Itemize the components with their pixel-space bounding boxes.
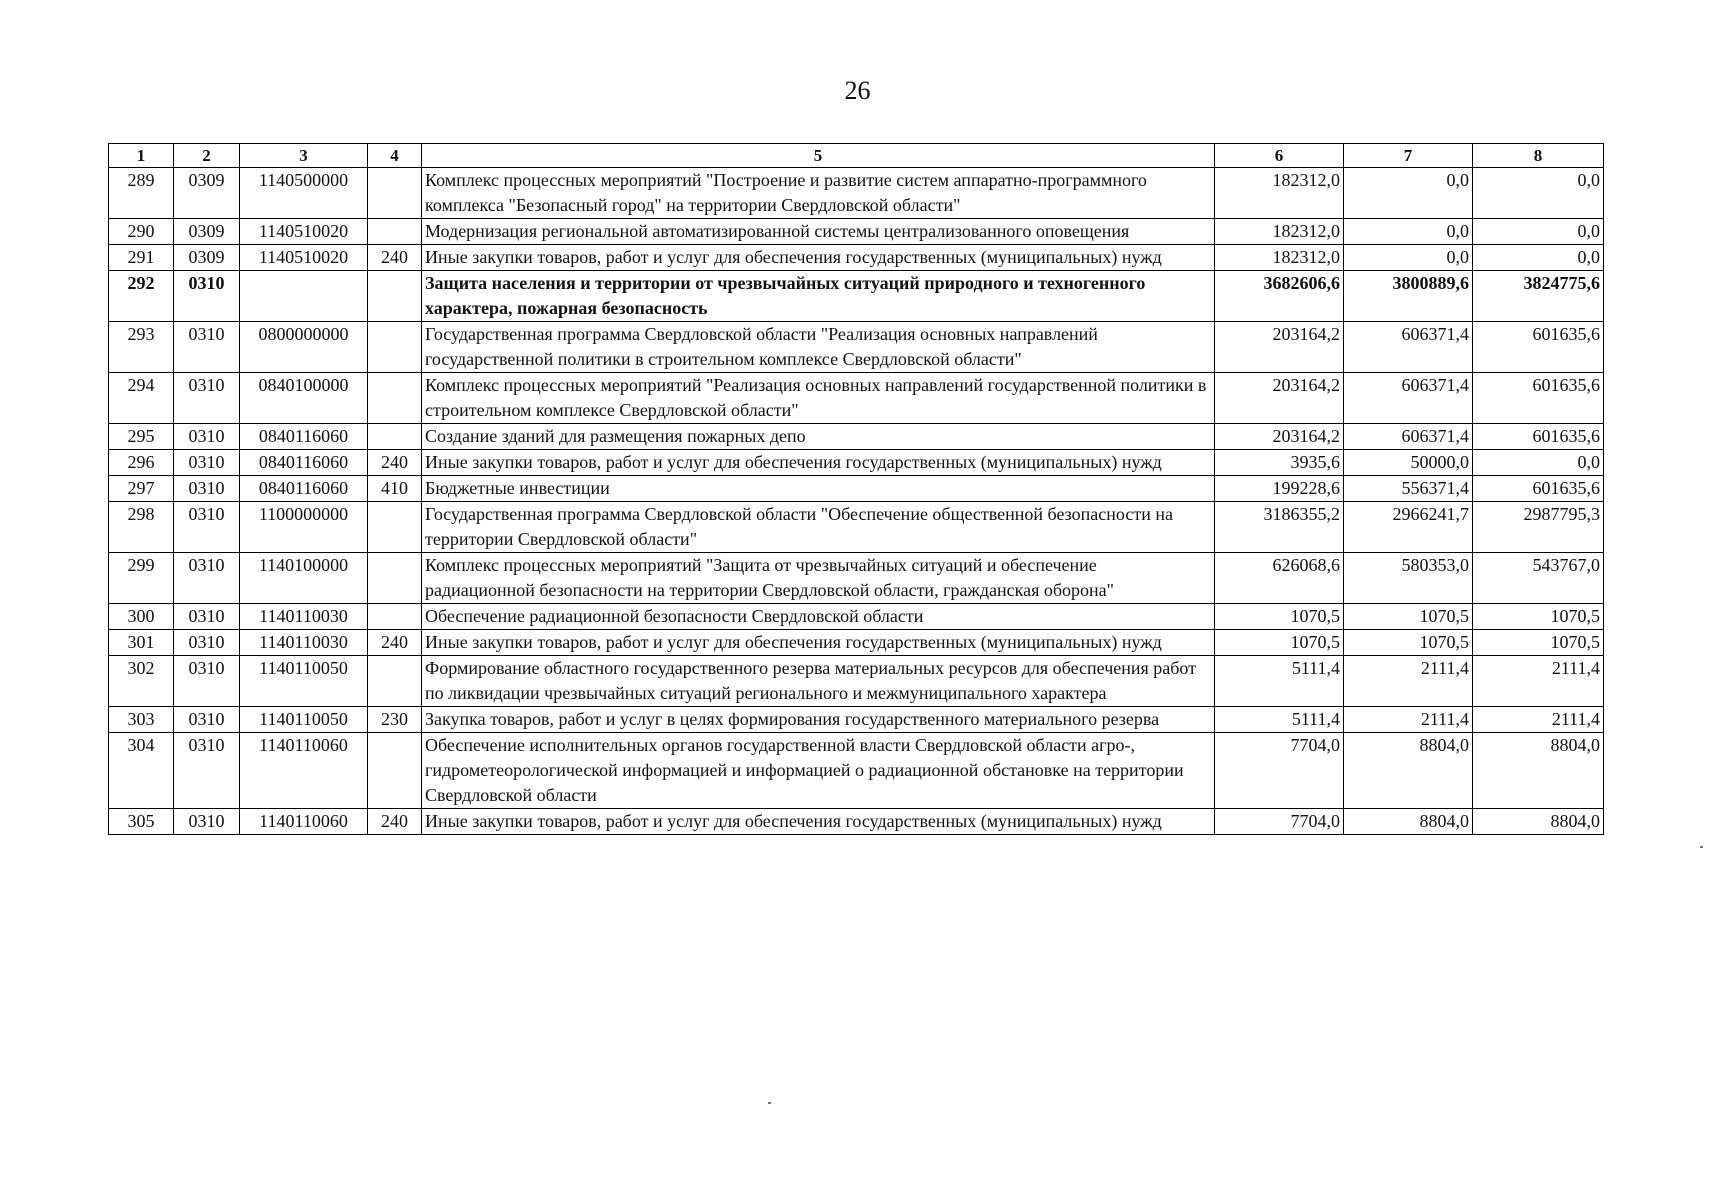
section-code-cell: 0310 bbox=[174, 553, 240, 604]
amount-col6-cell: 1070,5 bbox=[1215, 604, 1344, 630]
amount-col7-cell: 3800889,6 bbox=[1344, 271, 1473, 322]
amount-col6-cell: 182312,0 bbox=[1215, 245, 1344, 271]
item-name-cell: Создание зданий для размещения пожарных депо bbox=[422, 424, 1215, 450]
item-name-cell: Иные закупки товаров, работ и услуг для обеспечения государственных (муниципальных) нужд bbox=[422, 809, 1215, 835]
row-number-cell: 303 bbox=[109, 707, 174, 733]
amount-col8-cell: 601635,6 bbox=[1473, 322, 1604, 373]
expense-type-cell bbox=[368, 604, 422, 630]
section-code-cell: 0310 bbox=[174, 424, 240, 450]
amount-col7-cell: 1070,5 bbox=[1344, 630, 1473, 656]
target-article-cell: 1140110060 bbox=[240, 733, 368, 809]
amount-col6-cell: 203164,2 bbox=[1215, 424, 1344, 450]
amount-col6-cell: 3186355,2 bbox=[1215, 502, 1344, 553]
table-body bbox=[109, 168, 1604, 835]
amount-col8-cell: 2987795,3 bbox=[1473, 502, 1604, 553]
amount-col6-cell: 1070,5 bbox=[1215, 630, 1344, 656]
row-number-cell: 300 bbox=[109, 604, 174, 630]
expense-type-cell: 240 bbox=[368, 809, 422, 835]
column-header-4: 4 bbox=[368, 144, 422, 168]
amount-col7-cell: 2111,4 bbox=[1344, 707, 1473, 733]
amount-col8-cell: 543767,0 bbox=[1473, 553, 1604, 604]
amount-col8-cell: 3824775,6 bbox=[1473, 271, 1604, 322]
amount-col6-cell: 182312,0 bbox=[1215, 219, 1344, 245]
item-name-cell: Защита населения и территории от чрезвычайных ситуаций природного и техногенного характера, пожарная безопасность bbox=[422, 271, 1215, 322]
expense-type-cell bbox=[368, 168, 422, 219]
row-number-cell: 292 bbox=[109, 271, 174, 322]
amount-col8-cell: 0,0 bbox=[1473, 450, 1604, 476]
amount-col7-cell: 606371,4 bbox=[1344, 322, 1473, 373]
table-row bbox=[109, 809, 1604, 835]
budget-table bbox=[108, 143, 1604, 835]
column-header-7: 7 bbox=[1344, 144, 1473, 168]
item-name-cell: Формирование областного государственного резерва материальных ресурсов для обеспечения работ по ликвидации чрезвычайных ситуаций регионального и межмуниципального характера bbox=[422, 656, 1215, 707]
target-article-cell: 0800000000 bbox=[240, 322, 368, 373]
target-article-cell: 0840116060 bbox=[240, 476, 368, 502]
item-name-cell: Комплекс процессных мероприятий "Реализация основных направлений государственной политики в строительном комплексе Свердловской области" bbox=[422, 373, 1215, 424]
amount-col7-cell: 580353,0 bbox=[1344, 553, 1473, 604]
amount-col8-cell: 2111,4 bbox=[1473, 707, 1604, 733]
section-code-cell: 0310 bbox=[174, 604, 240, 630]
expense-type-cell bbox=[368, 553, 422, 604]
amount-col6-cell: 203164,2 bbox=[1215, 322, 1344, 373]
target-article-cell: 0840100000 bbox=[240, 373, 368, 424]
table-row bbox=[109, 322, 1604, 373]
table-row bbox=[109, 656, 1604, 707]
table-header-row bbox=[109, 144, 1604, 168]
column-header-2: 2 bbox=[174, 144, 240, 168]
table-row bbox=[109, 219, 1604, 245]
target-article-cell: 1140510020 bbox=[240, 219, 368, 245]
amount-col8-cell: 8804,0 bbox=[1473, 809, 1604, 835]
section-code-cell: 0310 bbox=[174, 322, 240, 373]
amount-col6-cell: 203164,2 bbox=[1215, 373, 1344, 424]
amount-col6-cell: 7704,0 bbox=[1215, 809, 1344, 835]
row-number-cell: 302 bbox=[109, 656, 174, 707]
section-code-cell: 0310 bbox=[174, 809, 240, 835]
expense-type-cell bbox=[368, 424, 422, 450]
target-article-cell: 1140110030 bbox=[240, 630, 368, 656]
column-header-1: 1 bbox=[109, 144, 174, 168]
column-header-3: 3 bbox=[240, 144, 368, 168]
target-article-cell: 1140510020 bbox=[240, 245, 368, 271]
amount-col8-cell: 8804,0 bbox=[1473, 733, 1604, 809]
section-code-cell: 0310 bbox=[174, 502, 240, 553]
amount-col8-cell: 0,0 bbox=[1473, 245, 1604, 271]
amount-col6-cell: 199228,6 bbox=[1215, 476, 1344, 502]
section-code-cell: 0310 bbox=[174, 656, 240, 707]
table-row bbox=[109, 733, 1604, 809]
amount-col6-cell: 182312,0 bbox=[1215, 168, 1344, 219]
item-name-cell: Закупка товаров, работ и услуг в целях формирования государственного материального резерва bbox=[422, 707, 1215, 733]
amount-col6-cell: 3935,6 bbox=[1215, 450, 1344, 476]
amount-col6-cell: 626068,6 bbox=[1215, 553, 1344, 604]
amount-col7-cell: 606371,4 bbox=[1344, 424, 1473, 450]
expense-type-cell: 410 bbox=[368, 476, 422, 502]
expense-type-cell bbox=[368, 219, 422, 245]
row-number-cell: 305 bbox=[109, 809, 174, 835]
item-name-cell: Иные закупки товаров, работ и услуг для обеспечения государственных (муниципальных) нужд bbox=[422, 450, 1215, 476]
amount-col7-cell: 8804,0 bbox=[1344, 733, 1473, 809]
table-row bbox=[109, 168, 1604, 219]
amount-col7-cell: 1070,5 bbox=[1344, 604, 1473, 630]
amount-col8-cell: 601635,6 bbox=[1473, 424, 1604, 450]
amount-col7-cell: 556371,4 bbox=[1344, 476, 1473, 502]
section-code-cell: 0310 bbox=[174, 733, 240, 809]
target-article-cell: 1140110030 bbox=[240, 604, 368, 630]
amount-col7-cell: 0,0 bbox=[1344, 168, 1473, 219]
expense-type-cell bbox=[368, 271, 422, 322]
table-row bbox=[109, 271, 1604, 322]
item-name-cell: Модернизация региональной автоматизированной системы централизованного оповещения bbox=[422, 219, 1215, 245]
row-number-cell: 295 bbox=[109, 424, 174, 450]
amount-col6-cell: 5111,4 bbox=[1215, 707, 1344, 733]
target-article-cell: 1140100000 bbox=[240, 553, 368, 604]
item-name-cell: Бюджетные инвестиции bbox=[422, 476, 1215, 502]
column-header-6: 6 bbox=[1215, 144, 1344, 168]
amount-col8-cell: 0,0 bbox=[1473, 219, 1604, 245]
target-article-cell: 0840116060 bbox=[240, 450, 368, 476]
table-row bbox=[109, 604, 1604, 630]
page-number: 26 bbox=[844, 76, 871, 105]
expense-type-cell bbox=[368, 656, 422, 707]
table-row bbox=[109, 373, 1604, 424]
row-number-cell: 298 bbox=[109, 502, 174, 553]
amount-col7-cell: 606371,4 bbox=[1344, 373, 1473, 424]
amount-col7-cell: 8804,0 bbox=[1344, 809, 1473, 835]
table-row bbox=[109, 476, 1604, 502]
target-article-cell: 1140110060 bbox=[240, 809, 368, 835]
row-number-cell: 293 bbox=[109, 322, 174, 373]
row-number-cell: 297 bbox=[109, 476, 174, 502]
target-article-cell: 0840116060 bbox=[240, 424, 368, 450]
section-code-cell: 0310 bbox=[174, 476, 240, 502]
table-row bbox=[109, 707, 1604, 733]
amount-col7-cell: 2966241,7 bbox=[1344, 502, 1473, 553]
row-number-cell: 304 bbox=[109, 733, 174, 809]
target-article-cell: 1140110050 bbox=[240, 707, 368, 733]
amount-col8-cell: 601635,6 bbox=[1473, 373, 1604, 424]
target-article-cell: 1140500000 bbox=[240, 168, 368, 219]
target-article-cell bbox=[240, 271, 368, 322]
item-name-cell: Государственная программа Свердловской области "Реализация основных направлений государственной политики в строительном комплексе Свердловской области" bbox=[422, 322, 1215, 373]
amount-col6-cell: 5111,4 bbox=[1215, 656, 1344, 707]
item-name-cell: Комплекс процессных мероприятий "Построение и развитие систем аппаратно-программного комплекса "Безопасный город" на территории Свердловской области" bbox=[422, 168, 1215, 219]
section-code-cell: 0310 bbox=[174, 271, 240, 322]
expense-type-cell: 240 bbox=[368, 450, 422, 476]
item-name-cell: Иные закупки товаров, работ и услуг для обеспечения государственных (муниципальных) нужд bbox=[422, 245, 1215, 271]
amount-col8-cell: 1070,5 bbox=[1473, 604, 1604, 630]
amount-col7-cell: 2111,4 bbox=[1344, 656, 1473, 707]
amount-col7-cell: 0,0 bbox=[1344, 219, 1473, 245]
amount-col6-cell: 7704,0 bbox=[1215, 733, 1344, 809]
table-row bbox=[109, 450, 1604, 476]
column-header-8: 8 bbox=[1473, 144, 1604, 168]
row-number-cell: 294 bbox=[109, 373, 174, 424]
expense-type-cell: 230 bbox=[368, 707, 422, 733]
expense-type-cell bbox=[368, 373, 422, 424]
table-row bbox=[109, 502, 1604, 553]
expense-type-cell bbox=[368, 733, 422, 809]
amount-col7-cell: 50000,0 bbox=[1344, 450, 1473, 476]
target-article-cell: 1140110050 bbox=[240, 656, 368, 707]
row-number-cell: 291 bbox=[109, 245, 174, 271]
amount-col8-cell: 601635,6 bbox=[1473, 476, 1604, 502]
section-code-cell: 0310 bbox=[174, 450, 240, 476]
section-code-cell: 0310 bbox=[174, 373, 240, 424]
item-name-cell: Государственная программа Свердловской области "Обеспечение общественной безопасности на территории Свердловской области" bbox=[422, 502, 1215, 553]
section-code-cell: 0309 bbox=[174, 168, 240, 219]
item-name-cell: Обеспечение радиационной безопасности Свердловской области bbox=[422, 604, 1215, 630]
amount-col8-cell: 0,0 bbox=[1473, 168, 1604, 219]
table-row bbox=[109, 630, 1604, 656]
scan-speck bbox=[1700, 846, 1703, 848]
section-code-cell: 0310 bbox=[174, 707, 240, 733]
item-name-cell: Иные закупки товаров, работ и услуг для обеспечения государственных (муниципальных) нужд bbox=[422, 630, 1215, 656]
row-number-cell: 290 bbox=[109, 219, 174, 245]
row-number-cell: 301 bbox=[109, 630, 174, 656]
scan-speck bbox=[768, 1102, 771, 1104]
table-row bbox=[109, 553, 1604, 604]
section-code-cell: 0309 bbox=[174, 245, 240, 271]
table-row bbox=[109, 424, 1604, 450]
expense-type-cell bbox=[368, 322, 422, 373]
table-row bbox=[109, 245, 1604, 271]
row-number-cell: 299 bbox=[109, 553, 174, 604]
item-name-cell: Комплекс процессных мероприятий "Защита от чрезвычайных ситуаций и обеспечение радиационной безопасности на территории Свердловской области, гражданская оборона" bbox=[422, 553, 1215, 604]
amount-col8-cell: 2111,4 bbox=[1473, 656, 1604, 707]
expense-type-cell: 240 bbox=[368, 245, 422, 271]
amount-col6-cell: 3682606,6 bbox=[1215, 271, 1344, 322]
target-article-cell: 1100000000 bbox=[240, 502, 368, 553]
row-number-cell: 296 bbox=[109, 450, 174, 476]
column-header-5: 5 bbox=[422, 144, 1215, 168]
amount-col7-cell: 0,0 bbox=[1344, 245, 1473, 271]
amount-col8-cell: 1070,5 bbox=[1473, 630, 1604, 656]
expense-type-cell: 240 bbox=[368, 630, 422, 656]
section-code-cell: 0309 bbox=[174, 219, 240, 245]
expense-type-cell bbox=[368, 502, 422, 553]
section-code-cell: 0310 bbox=[174, 630, 240, 656]
item-name-cell: Обеспечение исполнительных органов государственной власти Свердловской области агро-, гидрометеорологической информацией и информацией о радиационной обстановке на территории Свердловской области bbox=[422, 733, 1215, 809]
row-number-cell: 289 bbox=[109, 168, 174, 219]
